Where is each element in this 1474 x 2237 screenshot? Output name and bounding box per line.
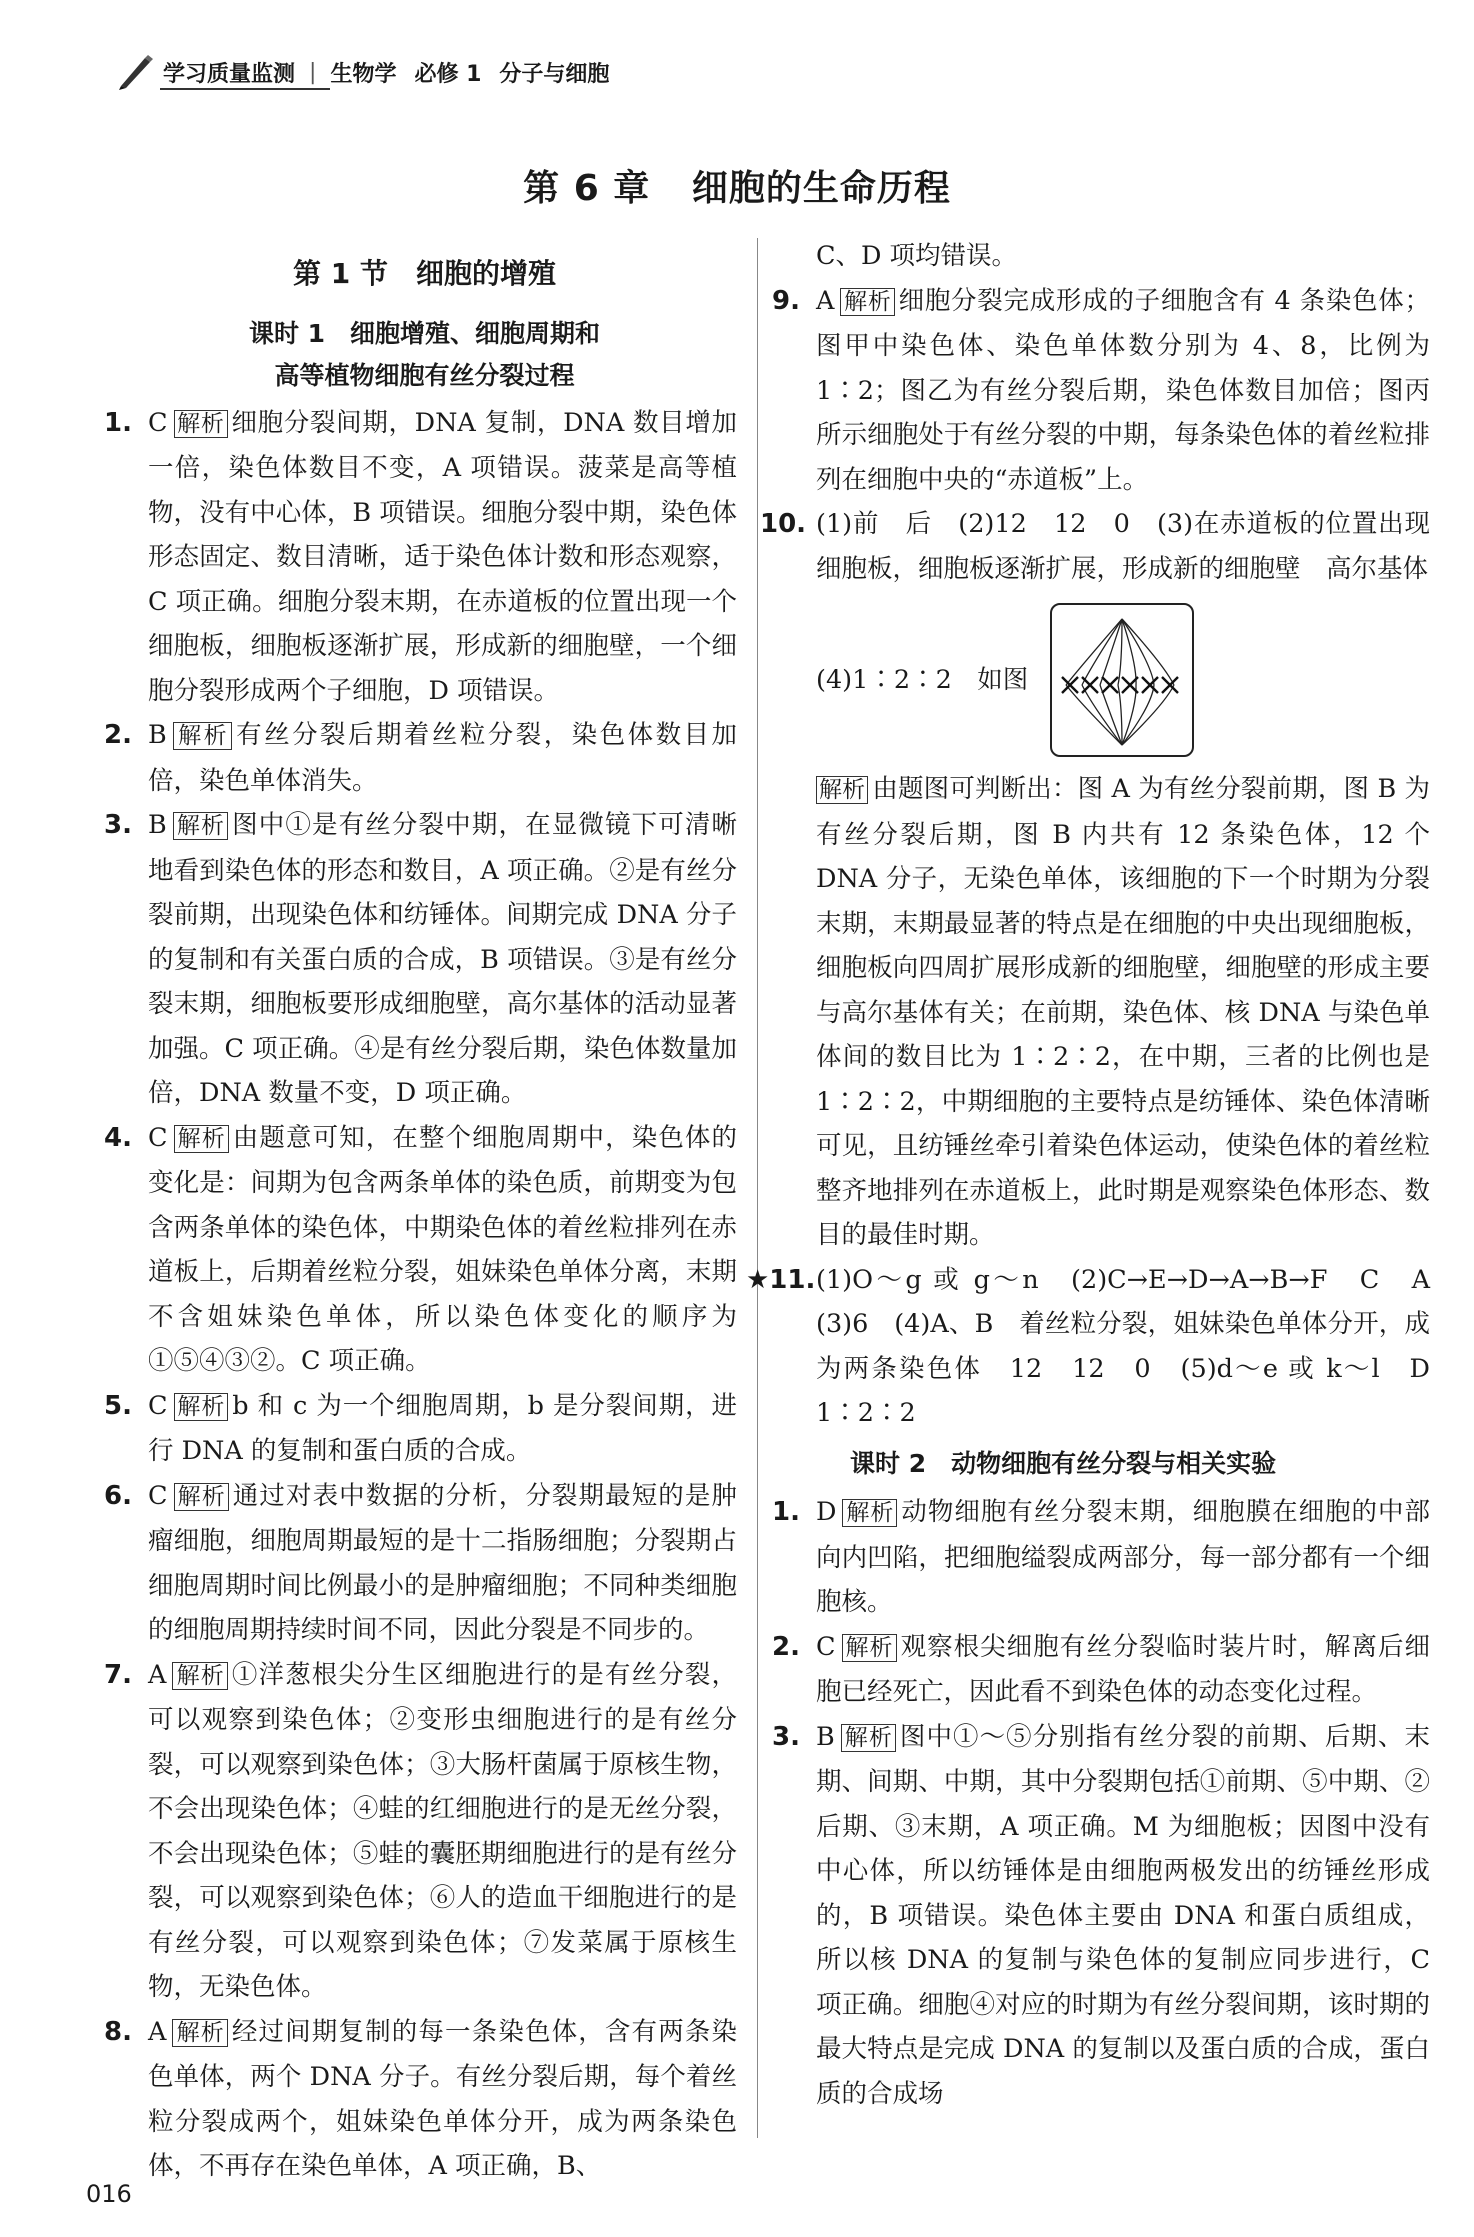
- item-text: 有丝分裂后期着丝粒分裂，染色体数目加倍，染色单体消失。: [148, 720, 737, 796]
- analysis-tag: 解析: [174, 410, 228, 438]
- analysis-tag: 解析: [842, 1634, 897, 1662]
- lesson2-title: 课时 2 动物细胞有丝分裂与相关实验: [850, 1448, 1277, 1478]
- section-title: 第 1 节 细胞的增殖: [293, 257, 556, 290]
- item-answer: B: [148, 810, 167, 840]
- header-underline: [160, 88, 330, 90]
- analysis-tag: 解析: [172, 1662, 227, 1690]
- answer-item: [772, 1625, 1430, 1715]
- chapter-name: 细胞的生命历程: [691, 168, 951, 209]
- item-answer: D: [816, 1497, 837, 1527]
- answer-item: [772, 279, 1431, 503]
- item-text: 经过间期复制的每一条染色体，含有两条染色单体，两个 DNA 分子。有丝分裂后期，每个着丝粒分裂成两个，姐妹染色单体分开，成为两条染色体，不再存在染色单体，A 项正确，B、: [148, 2016, 737, 2181]
- header-series: 学习质量监测: [163, 61, 296, 87]
- answer-item: [746, 1258, 1456, 1436]
- item-number: ★11.: [746, 1264, 816, 1295]
- item-text: 动物细胞有丝分裂末期，细胞膜在细胞的中部向内凹陷，把细胞缢裂成两部分，每一部分都有一个细胞核。: [816, 1497, 1430, 1617]
- answer-item: [760, 502, 1430, 591]
- chapter-label: 第 6 章: [523, 168, 651, 209]
- item-text: 图中①是有丝分裂中期，在显微镜下可清晰地看到染色体的形态和数目，A 项正确。②是有丝分裂前期，出现染色体和纺锤体。间期完成 DNA 分子的复制和有关蛋白质的合成，B 项错误。③是有丝分裂末期，细胞板要形成细胞壁，高尔基体的活动显著加强。C 项正确。④是有丝分裂后期，染色体数量加倍，DNA 数量不变，D 项正确。: [148, 810, 737, 1108]
- item-answer: A: [148, 2016, 167, 2047]
- chapter-title: [0, 160, 1474, 211]
- answer-item: [104, 1474, 737, 1653]
- left-column: [104, 240, 738, 2189]
- item-number: 9.: [772, 285, 800, 316]
- item-answer: C: [148, 1122, 168, 1153]
- continued-text: C、D 项均错误。: [816, 241, 1018, 271]
- analysis-tag: 解析: [842, 1499, 897, 1527]
- item-number: 2.: [104, 720, 132, 750]
- item-number: 1.: [104, 407, 132, 438]
- right-column: [746, 234, 1456, 2116]
- item-number: 2.: [772, 1631, 800, 1662]
- item-text: 由题意可知，在整个细胞周期中，染色体的变化是：间期为包含两条单体的染色质，前期变为包含两条单体的染色体，中期染色体的着丝粒排列在赤道板上，后期着丝粒分裂，姐妹染色单体分离，末期不含姐妹染色单体，所以染色体变化的顺序为①⑤④③②。C 项正确。: [148, 1122, 737, 1376]
- item-answer: C: [148, 407, 168, 438]
- header-subject: 生物学: [330, 61, 397, 87]
- analysis-tag: 解析: [173, 812, 228, 840]
- item-number: 3.: [772, 1721, 800, 1752]
- answer-item: [104, 1384, 737, 1474]
- item-number: 7.: [104, 1659, 132, 1690]
- figure-caption: (4)1∶2∶2 如图: [816, 664, 1029, 695]
- item-text: 观察根尖细胞有丝分裂临时装片时，解离后细胞已经死亡，因此看不到染色体的动态变化过程。: [816, 1631, 1430, 1707]
- item-number: 5.: [104, 1390, 132, 1421]
- analysis-tag: 解析: [172, 2019, 227, 2047]
- item-number: 1.: [772, 1497, 800, 1527]
- answer-item: [104, 2010, 737, 2189]
- answer-item: [104, 1653, 737, 2010]
- analysis-tag: 解析: [840, 288, 894, 316]
- answer-item: [104, 401, 738, 714]
- answer-item: [104, 713, 737, 803]
- item-number: 8.: [104, 2016, 132, 2047]
- item-text: 细胞分裂完成形成的子细胞含有 4 条染色体；图甲中染色体、染色单体数分别为 4、8，比例为 1∶2；图乙为有丝分裂后期，染色体数目加倍；图丙所示细胞处于有丝分裂的中期，每条染色体的着丝粒排列在细胞中央的“赤道板”上。: [816, 285, 1431, 495]
- page-number: 016: [86, 2180, 132, 2208]
- answer-item: [772, 1490, 1430, 1625]
- item-answer: C: [816, 1631, 836, 1662]
- figure-row: [780, 603, 1430, 757]
- analysis-tag: 解析: [173, 722, 232, 750]
- answer-item: [104, 1116, 737, 1384]
- analysis-tag: 解析: [816, 776, 868, 804]
- item-answer: A: [816, 285, 835, 316]
- header-book: 必修 1: [414, 61, 482, 87]
- item-text: (1)O～g 或 g～n (2)C→E→D→A→B→F C A (3)6 (4)A、B 着丝粒分裂，姐妹染色单体分开，成为两条染色体 12 12 0 (5)d～e 或 k～l D 1∶2∶2: [816, 1264, 1456, 1428]
- page-header: [115, 52, 735, 92]
- item-answer: C: [148, 1480, 168, 1511]
- item-answer: B: [816, 1721, 835, 1752]
- lesson1-title-line2: 高等植物细胞有丝分裂过程: [274, 360, 575, 390]
- item-text: 图中①～⑤分别指有丝分裂的前期、后期、末期、间期、中期，其中分裂期包括①前期、⑤中期、②后期、③末期，A 项正确。M 为细胞板；因图中没有中心体，所以纺锤体是由细胞两极发出的纺锤丝形成的，B 项错误。染色体主要由 DNA 和蛋白质组成，所以核 DNA 的复制与染色体的复制应同步进行，C 项正确。细胞④对应的时期为有丝分裂间期，该时期的最大特点是完成 DNA 的复制以及蛋白质的合成，蛋白质的合成场: [816, 1721, 1430, 2109]
- item-number: 6.: [104, 1480, 132, 1511]
- item-text: b 和 c 为一个细胞周期，b 是分裂间期，进行 DNA 的复制和蛋白质的合成。: [148, 1390, 737, 1466]
- answer-item: [772, 1715, 1430, 2117]
- item-answer: C: [148, 1390, 168, 1421]
- item-number: 10.: [760, 509, 807, 539]
- answer-item: [104, 803, 737, 1116]
- header-volume: 分子与细胞: [499, 61, 610, 87]
- item10-explanation: [780, 767, 1430, 1258]
- header-separator: |: [309, 59, 317, 85]
- analysis-tag: 解析: [174, 1483, 229, 1511]
- item-answer: A: [148, 1659, 167, 1690]
- item-text: 细胞分裂间期，DNA 复制，DNA 数目增加一倍，染色体数目不变，A 项错误。菠菜是高等植物，没有中心体，B 项错误。细胞分裂中期，染色体形态固定、数目清晰，适于染色体计数和形态观察，C 项正确。细胞分裂末期，在赤道板的位置出现一个细胞板，细胞板逐渐扩展，形成新的细胞壁，一个细胞分裂形成两个子细胞，D 项错误。: [148, 407, 738, 706]
- analysis-tag: 解析: [841, 1724, 896, 1752]
- spindle-diagram: [1050, 603, 1194, 757]
- item-text: (1)前 后 (2)12 12 0 (3)在赤道板的位置出现细胞板，细胞板逐渐扩展，形成新的细胞壁 高尔基体: [816, 509, 1430, 584]
- explanation-text: 由题图可判断出：图 A 为有丝分裂前期，图 B 为有丝分裂后期，图 B 内共有 12 条染色体，12 个 DNA 分子，无染色单体，该细胞的下一个时期为分裂末期，末期最显著的特点是在细胞的中央出现细胞板，细胞板向四周扩展形成新的细胞壁，细胞壁的形成主要与高尔基体有关；在前期，染色体、核 DNA 与染色单体间的数目比为 1∶2∶2，在中期，三者的比例也是 1∶2∶2，中期细胞的主要特点是纺锤体、染色体清晰可见，且纺锤丝牵引着染色体运动，使染色体的着丝粒整齐地排列在赤道板上，此时期是观察染色体形态、数目的最佳时期。: [816, 774, 1430, 1250]
- analysis-tag: 解析: [174, 1125, 229, 1153]
- lesson1-title-line1: 课时 1 细胞增殖、细胞周期和: [248, 318, 601, 348]
- item-answer: B: [148, 720, 167, 750]
- item-number: 3.: [104, 810, 132, 840]
- pen-icon: [115, 52, 155, 92]
- item-text: 通过对表中数据的分析，分裂期最短的是肿瘤细胞，细胞周期最短的是十二指肠细胞；分裂期占细胞周期时间比例最小的是肿瘤细胞；不同种类细胞的细胞周期持续时间不同，因此分裂是不同步的。: [148, 1480, 737, 1645]
- item-text: ①洋葱根尖分生区细胞进行的是有丝分裂，可以观察到染色体；②变形虫细胞进行的是有丝分裂，可以观察到染色体；③大肠杆菌属于原核生物，不会出现染色体；④蛙的红细胞进行的是无丝分裂，不会出现染色体；⑤蛙的囊胚期细胞进行的是有丝分裂，可以观察到染色体；⑥人的造血干细胞进行的是有丝分裂，可以观察到染色体；⑦发菜属于原核生物，无染色体。: [148, 1659, 737, 2002]
- analysis-tag: 解析: [174, 1393, 229, 1421]
- column-divider: [757, 238, 758, 2138]
- item-number: 4.: [104, 1122, 132, 1153]
